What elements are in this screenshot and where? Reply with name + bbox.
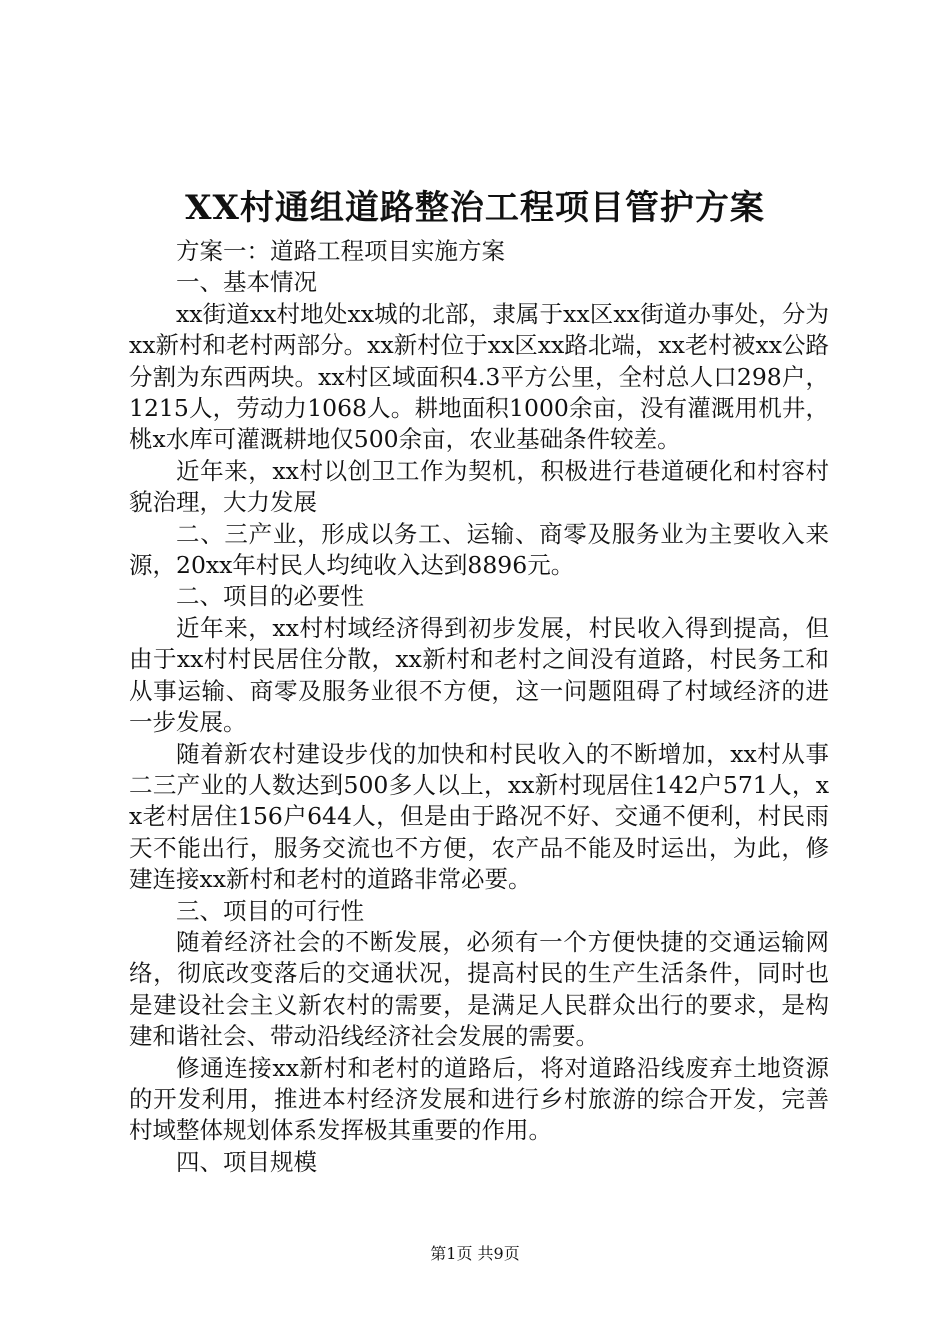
document-body xyxy=(129,236,829,1178)
paragraph-necessity-1: 近年来，xx村村域经济得到初步发展，村民收入得到提高，但由于xx村村民居住分散，xx新村和老村之间没有道路，村民务工和从事运输、商零及服务业很不方便，这一问题阻碍了村域经济的进一步发展。 xyxy=(129,613,829,737)
section-heading-scale: 四、项目规模 xyxy=(176,1147,317,1176)
paragraph-feasibility-1: 随着经济社会的不断发展，必须有一个方便快捷的交通运输网络，彻底改变落后的交通状况，提高村民的生产生活条件，同时也是建设社会主义新农村的需要，是满足人民群众出行的要求，是构建和谐社会、带动沿线经济社会发展的需要。 xyxy=(129,927,829,1051)
page-footer: 第1页 共9页 xyxy=(430,1244,520,1263)
document-title: XX村通组道路整治工程项目管护方案 xyxy=(185,188,765,228)
paragraph-income-sources: 二、三产业，形成以务工、运输、商零及服务业为主要收入来源，20xx年村民人均纯收入达到8896元。 xyxy=(129,519,829,580)
paragraph-village-overview: xx街道xx村地处xx城的北部，隶属于xx区xx街道办事处，分为xx新村和老村两部分。xx新村位于xx区xx路北端，xx老村被xx公路分割为东西两块。xx村区域面积4.3平方公里，全村总人口298户，1215人，劳动力1068人。耕地面积1000余亩，没有灌溉用机井，桃x水库可灌溉耕地仅500余亩，农业基础条件较差。 xyxy=(129,299,829,454)
paragraph-feasibility-2: 修通连接xx新村和老村的道路后，将对道路沿线废弃土地资源的开发利用，推进本村经济发展和进行乡村旅游的综合开发，完善村域整体规划体系发挥极其重要的作用。 xyxy=(129,1053,829,1145)
paragraph-recent-development: 近年来，xx村以创卫工作为契机，积极进行巷道硬化和村容村貌治理，大力发展 xyxy=(129,456,829,517)
section-heading-basic-info: 一、基本情况 xyxy=(176,268,317,297)
paragraph-necessity-2: 随着新农村建设步伐的加快和村民收入的不断增加，xx村从事二三产业的人数达到500多人以上，xx新村现居住142户571人，xx老村居住156户644人，但是由于路况不好、交通不便利，村民雨天不能出行，服务交流也不方便，农产品不能及时运出，为此，修建连接xx新村和老村的道路非常必要。 xyxy=(129,739,829,894)
section-heading-necessity: 二、项目的必要性 xyxy=(176,582,364,611)
section-heading-feasibility: 三、项目的可行性 xyxy=(176,896,364,925)
paragraph-plan-heading: 方案一：道路工程项目实施方案 xyxy=(176,237,505,265)
